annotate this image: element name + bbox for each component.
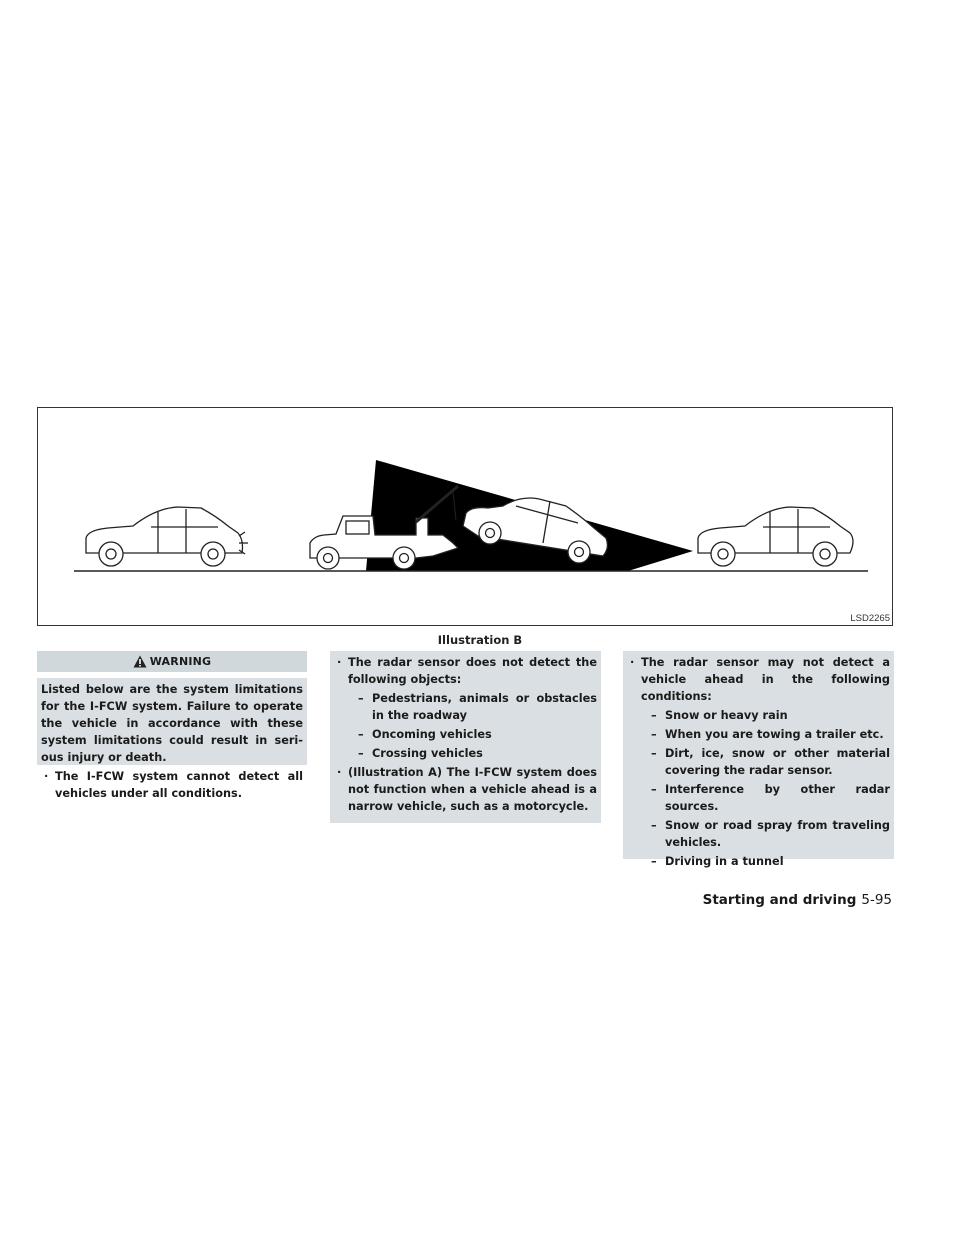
warning-header: [37, 651, 307, 672]
warning-body: [37, 678, 307, 800]
list-subitem: – Crossing vehicles: [334, 745, 597, 762]
list-subitem: – Pedestrians, animals or obstacles in the roadway: [334, 690, 597, 724]
radar-emission-marks: [239, 532, 248, 554]
list-item: · The radar sensor does not detect the following objects:: [334, 654, 597, 688]
list-subitem: – Oncoming vehicles: [334, 726, 597, 743]
list-subitem: – Snow or road spray from traveling vehicles.: [627, 817, 890, 851]
warning-title: WARNING: [149, 655, 212, 668]
list-item: · The radar sensor may not detect a vehicle ahead in the following conditions:: [627, 654, 890, 705]
list-subitem: – Interference by other radar sources.: [627, 781, 890, 815]
warning-intro: Listed below are the system limitations for the I-FCW system. Failure to operate the vehicle in accordance with these system limitations could result in seri-ous injury or death.: [41, 683, 303, 764]
list-item: · (Illustration A) The I-FCW system does not function when a vehicle ahead is a narrow vehicle, such as a motorcycle.: [334, 764, 597, 815]
illustration-caption: Illustration B: [437, 633, 523, 647]
list-subitem: – When you are towing a trailer etc.: [627, 726, 890, 743]
limitations-column-3: [623, 651, 894, 868]
radar-illustration: [38, 408, 894, 627]
page-number: 5-95: [861, 892, 892, 908]
list-subitem: – Driving in a tunnel: [627, 853, 890, 870]
own-vehicle: [86, 507, 243, 566]
list-subitem: – Dirt, ice, snow or other material covering the radar sensor.: [627, 745, 890, 779]
vehicle-ahead: [698, 507, 853, 566]
section-title: Starting and driving: [702, 892, 857, 908]
illustration-code: LSD2265: [850, 613, 890, 624]
warning-bullet: · The I-FCW system cannot detect all vehicles under all conditions.: [41, 768, 303, 802]
list-subitem: – Snow or heavy rain: [627, 707, 890, 724]
page-footer: [703, 892, 892, 908]
warning-icon: [133, 655, 147, 668]
limitations-column-2: [330, 651, 601, 823]
warning-box: [37, 651, 307, 800]
illustration-frame: [37, 407, 893, 626]
